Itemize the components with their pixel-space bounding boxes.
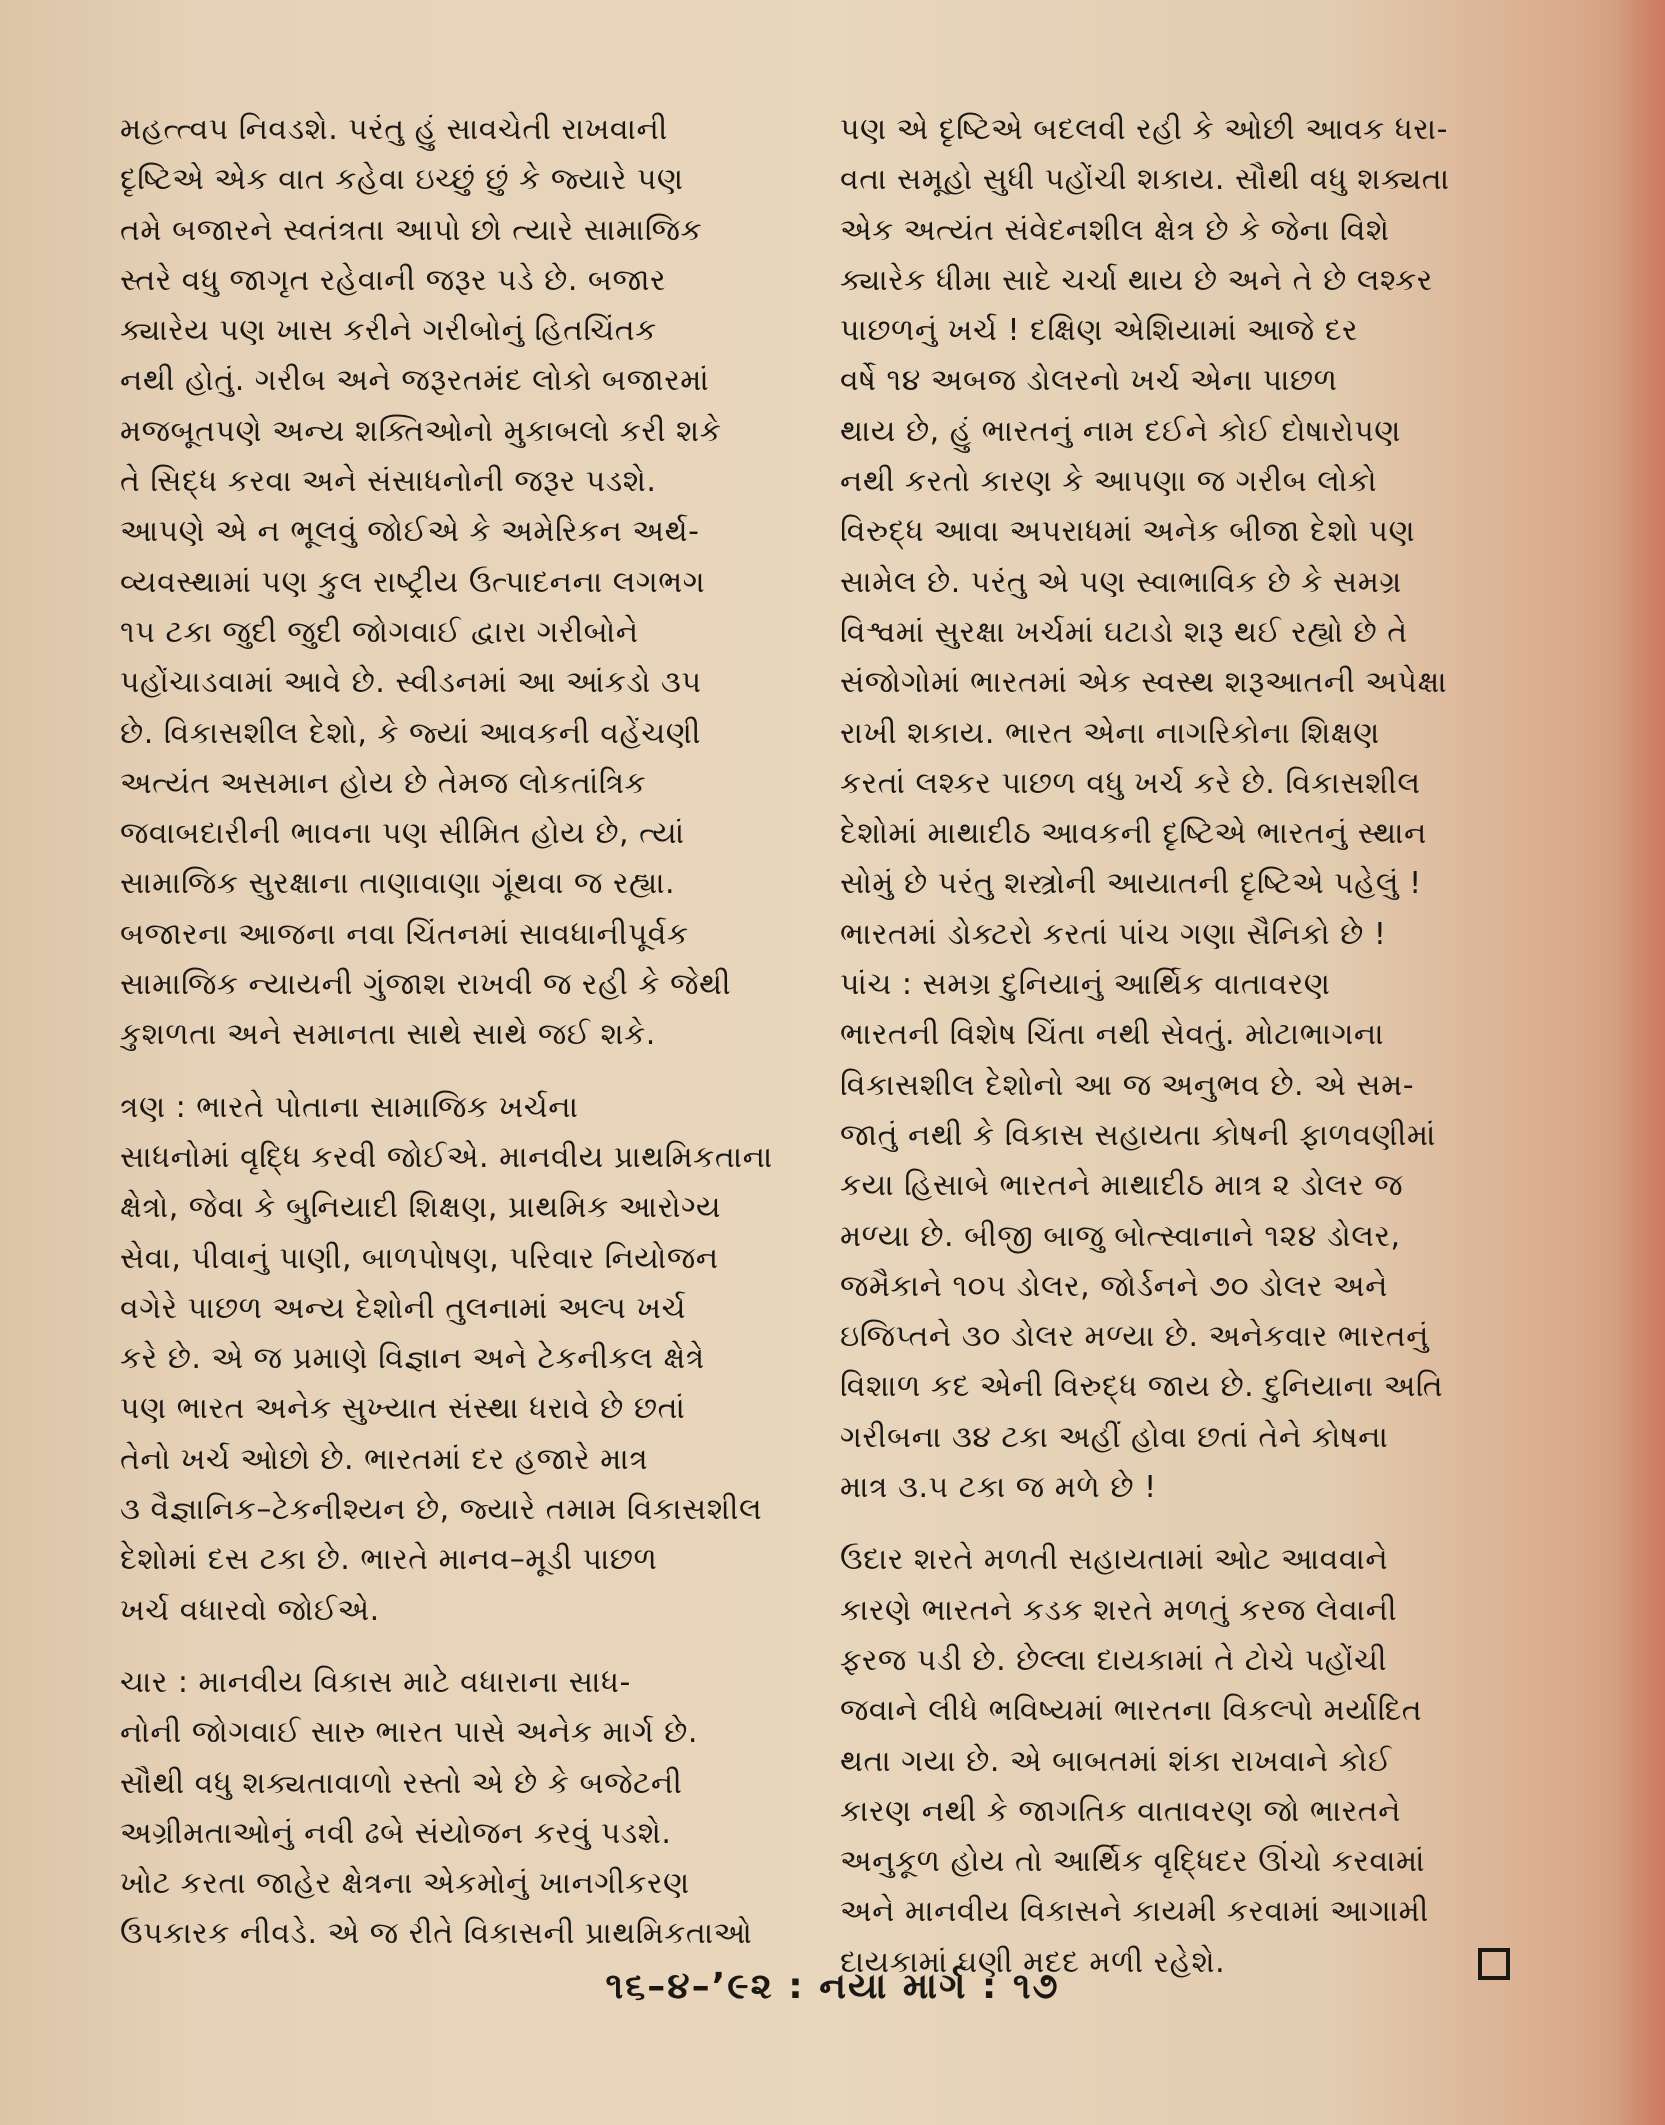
text-line: ક્યારેક ધીમા સાદે ચર્ચા થાય છે અને તે છે લશ્કર (840, 262, 1433, 298)
text-line: વિકાસશીલ દેશોનો આ જ અનુભવ છે. એ સમ- (840, 1067, 1415, 1103)
text-line: વગેરે પાછળ અન્ય દેશોની તુલનામાં અલ્પ ખર્ચ (120, 1290, 686, 1326)
text-line: સેવા, પીવાનું પાણી, બાળપોષણ, પરિવાર નિયોજન (120, 1240, 719, 1276)
text-line: દૃષ્ટિએ એક વાત કહેવા ઇચ્છું છું કે જ્યારે પણ (120, 162, 684, 198)
text-line: સૌથી વધુ શક્યતાવાળો રસ્તો એ છે કે બજેટની (120, 1765, 683, 1801)
text-line: માત્ર ૩.૫ ટકા જ મળે છે ! (840, 1470, 1157, 1506)
text-line: ખર્ચ વધારવો જોઈએ. (120, 1592, 380, 1628)
text-line: કુશળતા અને સમાનતા સાથે સાથે જઈ શકે. (120, 1017, 656, 1053)
text-line: છે. વિકાસશીલ દેશો, કે જ્યાં આવકની વહેંચણી (120, 715, 702, 751)
text-line: પહોંચાડવામાં આવે છે. સ્વીડનમાં આ આંકડો ૩૫ (120, 665, 702, 701)
text-line: ભારતમાં ડોક્ટરો કરતાં પાંચ ગણા સૈનિકો છે ! (840, 916, 1387, 952)
text-line: જાતું નથી કે વિકાસ સહાયતા કોષની ફાળવણીમાં (840, 1117, 1436, 1153)
text-line: ચાર : માનવીય વિકાસ માટે વધારાના સાધ- (120, 1664, 631, 1700)
text-line: મળ્યા છે. બીજી બાજુ બોત્સ્વાનાને ૧૨૪ ડોલર, (840, 1218, 1401, 1254)
text-line: નથી કરતો કારણ કે આપણા જ ગરીબ લોકો (840, 464, 1378, 500)
text-line: જવાબદારીની ભાવના પણ સીમિત હોય છે, ત્યાં (120, 816, 685, 852)
text-line: વિશ્વમાં સુરક્ષા ખર્ચમાં ઘટાડો શરૂ થઈ રહ્યો છે તે (840, 614, 1408, 650)
text-line: સાધનોમાં વૃદ્ધિ કરવી જોઈએ. માનવીય પ્રાથમિકતાના (120, 1139, 773, 1175)
paragraph-gap (120, 1636, 790, 1658)
text-line: આપણે એ ન ભૂલવું જોઈએ કે અમેરિકન અર્થ- (120, 514, 700, 550)
text-line: તમે બજારને સ્વતંત્રતા આપો છો ત્યારે સામાજિક (120, 212, 703, 248)
text-line: દાયકામાં ઘણી મદદ મળી રહેશે. (840, 1938, 1510, 1988)
text-line: અનુકૂળ હોય તો આર્થિક વૃદ્ધિદર ઊંચો કરવામાં (840, 1844, 1426, 1880)
right-text-column (840, 105, 1510, 1988)
text-line: કારણ નથી કે જાગતિક વાતાવરણ જો ભારતને (840, 1793, 1401, 1829)
text-line: નોની જોગવાઈ સારુ ભારત પાસે અનેક માર્ગ છે. (120, 1715, 698, 1751)
text-line: મજબૂતપણે અન્ય શક્તિઓનો મુકાબલો કરી શકે (120, 413, 722, 449)
text-line: એક અત્યંત સંવેદનશીલ ક્ષેત્ર છે કે જેના વિશે (840, 212, 1390, 248)
text-line: વર્ષે ૧૪ અબજ ડોલરનો ખર્ચ એના પાછળ (840, 363, 1338, 399)
text-line: દેશોમાં દસ ટકા છે. ભારતે માનવ–મૂડી પાછળ (120, 1542, 658, 1578)
text-line: સ્તરે વધુ જાગૃત રહેવાની જરૂર પડે છે. બજાર (120, 262, 667, 298)
page-footer: ૧૬–૪–’૯૨ : નયા માર્ગ : ૧૭ (605, 1966, 1060, 2007)
text-line: ઉદાર શરતે મળતી સહાયતામાં ઓટ આવવાને (840, 1542, 1389, 1578)
text-line: કારણે ભારતને કડક શરતે મળતું કરજ લેવાની (840, 1592, 1398, 1628)
text-line: ઉપકારક નીવડે. એ જ રીતે વિકાસની પ્રાથમિકતાઓ (120, 1916, 753, 1952)
text-line: પાછળનું ખર્ચ ! દક્ષિણ એશિયામાં આજે દર (840, 313, 1358, 349)
text-line: તે સિદ્ધ કરવા અને સંસાધનોની જરૂર પડશે. (120, 464, 657, 500)
text-line: અને માનવીય વિકાસને કાયમી કરવામાં આગામી (840, 1894, 1429, 1930)
text-line: ગરીબના ૩૪ ટકા અહીં હોવા છતાં તેને કોષના (840, 1419, 1389, 1455)
text-line: તેનો ખર્ચ ઓછો છે. ભારતમાં દર હજારે માત્ર (120, 1441, 649, 1477)
text-line: ઇજિપ્તને ૩૦ ડોલર મળ્યા છે. અનેકવાર ભારતનું (840, 1319, 1429, 1355)
text-line: ૩ વૈજ્ઞાનિક–ટેકનીશ્યન છે, જ્યારે તમામ વિકાસશીલ (120, 1492, 763, 1528)
text-line: દેશોમાં માથાદીઠ આવકની દૃષ્ટિએ ભારતનું સ્થાન (840, 816, 1427, 852)
text-line: સામેલ છે. પરંતુ એ પણ સ્વાભાવિક છે કે સમગ્ર (840, 564, 1402, 600)
text-line: સોમું છે પરંતુ શસ્ત્રોની આયાતની દૃષ્ટિએ પહેલું ! (840, 866, 1422, 902)
text-line: પણ એ દૃષ્ટિએ બદલવી રહી કે ઓછી આવક ધરા- (840, 112, 1448, 147)
text-line: સામાજિક સુરક્ષાના તાણાવાણા ગૂંથવા જ રહ્યા. (120, 866, 676, 902)
text-line: અગ્રીમતાઓનું નવી ઢબે સંયોજન કરવું પડશે. (120, 1815, 672, 1851)
text-line: ક્યારેય પણ ખાસ કરીને ગરીબોનું હિતચિંતક (120, 313, 657, 349)
text-line: કરે છે. એ જ પ્રમાણે વિજ્ઞાન અને ટેકનીકલ ક્ષેત્રે (120, 1341, 705, 1377)
paragraph-gap (120, 1061, 790, 1083)
paragraph-gap (840, 1513, 1510, 1535)
left-text-column (120, 105, 790, 1960)
text-line: નથી હોતું. ગરીબ અને જરૂરતમંદ લોકો બજારમાં (120, 363, 710, 399)
text-line: મહત્ત્વપ નિવડશે. પરંતુ હું સાવચેતી રાખવાની (120, 112, 668, 147)
text-line: કયા હિસાબે ભારતને માથાદીઠ માત્ર ૨ ડોલર જ (840, 1168, 1404, 1204)
text-line: ભારતની વિશેષ ચિંતા નથી સેવતું. મોટાભાગના (840, 1017, 1385, 1053)
text-line: ફરજ પડી છે. છેલ્લા દાયકામાં તે ટોચે પહોંચી (840, 1642, 1388, 1678)
text-line: વતા સમૂહો સુધી પહોંચી શકાય. સૌથી વધુ શક્યતા (840, 162, 1450, 198)
text-line: જમૈકાને ૧૦૫ ડોલર, જોર્ડનને ૭૦ ડોલર અને (840, 1268, 1388, 1304)
text-line: થતા ગયા છે. એ બાબતમાં શંકા રાખવાને કોઈ (840, 1743, 1392, 1779)
text-line: ખોટ કરતા જાહેર ક્ષેત્રના એકમોનું ખાનગીકરણ (120, 1866, 690, 1902)
text-line: પણ ભારત અનેક સુખ્યાત સંસ્થા ધરાવે છે છતાં (120, 1391, 686, 1427)
text-line: ત્રણ : ભારતે પોતાના સામાજિક ખર્ચના (120, 1089, 579, 1125)
text-line: ૧૫ ટકા જુદી જુદી જોગવાઈ દ્વારા ગરીબોને (120, 614, 639, 650)
text-line: ક્ષેત્રો, જેવા કે બુનિયાદી શિક્ષણ, પ્રાથમિક આરોગ્ય (120, 1190, 722, 1226)
text-line: અત્યંત અસમાન હોય છે તેમજ લોકતાંત્રિક (120, 765, 647, 801)
text-line: સંજોગોમાં ભારતમાં એક સ્વસ્થ શરૂઆતની અપેક્ષા (840, 665, 1448, 701)
text-line: જવાને લીધે ભવિષ્યમાં ભારતના વિકલ્પો મર્યાદિત (840, 1693, 1423, 1729)
text-line: રાખી શકાય. ભારત એના નાગરિકોના શિક્ષણ (840, 715, 1380, 751)
text-line: બજારના આજના નવા ચિંતનમાં સાવધાનીપૂર્વક (120, 916, 689, 952)
text-line: વિરુદ્ધ આવા અપરાધમાં અનેક બીજા દેશો પણ (840, 514, 1416, 550)
text-line: વિશાળ કદ એની વિરુદ્ધ જાય છે. દુનિયાના અતિ (840, 1369, 1444, 1405)
text-line: પાંચ : સમગ્ર દુનિયાનું આર્થિક વાતાવરણ (840, 967, 1331, 1003)
text-line: થાય છે, હું ભારતનું નામ દઈને કોઈ દોષારોપણ (840, 413, 1401, 449)
page-edge-shading (1617, 0, 1665, 2125)
text-line: કરતાં લશ્કર પાછળ વધુ ખર્ચ કરે છે. વિકાસશીલ (840, 765, 1421, 801)
text-line: વ્યવસ્થામાં પણ કુલ રાષ્ટ્રીય ઉત્પાદનના લગભગ (120, 564, 706, 600)
text-line: સામાજિક ન્યાયની ગુંજાશ રાખવી જ રહી કે જેથી (120, 967, 732, 1003)
